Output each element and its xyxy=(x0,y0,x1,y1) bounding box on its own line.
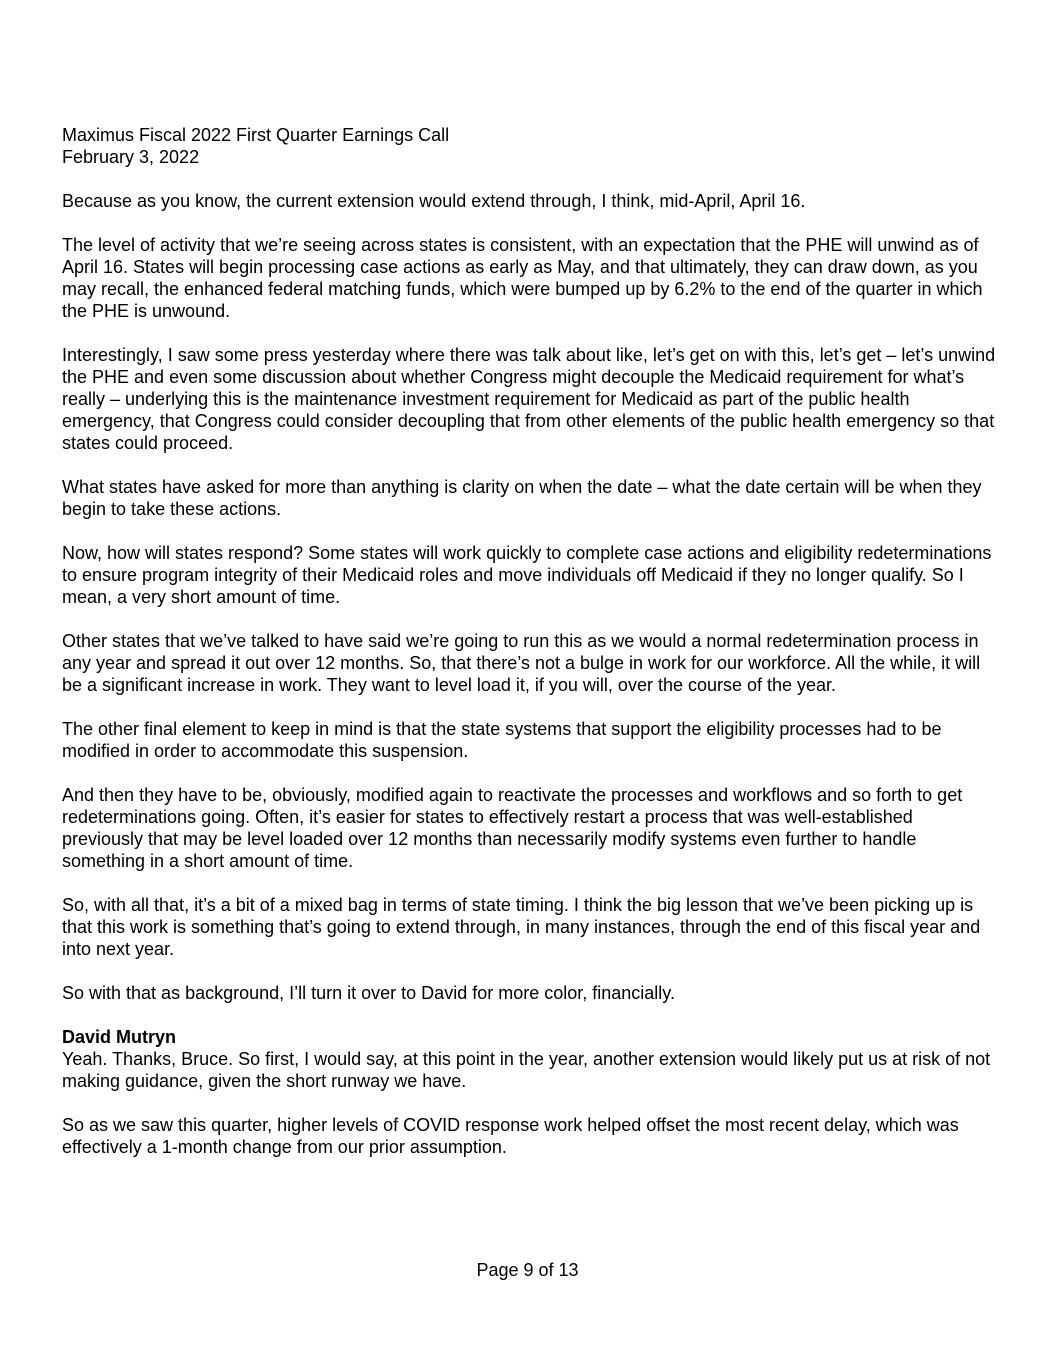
paragraph: So with that as background, I’ll turn it over to David for more color, financially. xyxy=(62,983,675,1003)
paragraph: Now, how will states respond? Some states will work quickly to complete case actions and eligibility redeterminations to ensure program integrity of their Medicaid roles and move individuals off Medicaid if they no longer qualify. So I mean, a very short amount of time. xyxy=(62,543,992,607)
paragraph: Interestingly, I saw some press yesterday where there was talk about like, let’s get on with this, let’s get – let’s unwind the PHE and even some discussion about whether Congress might decouple the Medicaid requirement for what’s really – underlying this is the maintenance investment requirement for Medicaid as part of the public health emergency, that Congress could consider decoupling that from other elements of the public health emergency so that states could proceed. xyxy=(62,345,996,453)
paragraph: And then they have to be, obviously, modified again to reactivate the processes and workflows and so forth to get redeterminations going. Often, it’s easier for states to effectively restart a process that was well-established previously that may be level loaded over 12 months than necessarily modify systems even further to handle something in a short amount of time. xyxy=(62,785,963,871)
paragraph: So, with all that, it’s a bit of a mixed bag in terms of state timing. I think the big lesson that we’ve been picking up is that this work is something that’s going to extend through, in many instances, through the end of this fiscal year and into next year. xyxy=(62,895,981,959)
paragraph: Other states that we’ve talked to have said we’re going to run this as we would a normal redetermination process in any year and spread it out over 12 months. So, that there’s not a bulge in work for our workforce. All the while, it will be a significant increase in work. They want to level load it, if you will, over the course of the year. xyxy=(62,631,981,695)
paragraph: Because as you know, the current extension would extend through, I think, mid-April, April 16. xyxy=(62,191,806,211)
document-title: Maximus Fiscal 2022 First Quarter Earnings Call xyxy=(62,125,450,145)
paragraph: What states have asked for more than anything is clarity on when the date – what the date certain will be when they begin to take these actions. xyxy=(62,477,982,519)
document-header xyxy=(62,124,997,168)
paragraph: The level of activity that we’re seeing across states is consistent, with an expectation that the PHE will unwind as of April 16. States will begin processing case actions as early as May, and that ultimately, they can draw down, as you may recall, the enhanced federal matching funds, which were bumped up by 6.2% to the end of the quarter in which the PHE is unwound. xyxy=(62,235,983,321)
speaker-name: David Mutryn xyxy=(62,1027,177,1047)
page-number: Page 9 of 13 xyxy=(476,1260,579,1280)
document-page xyxy=(62,124,997,1180)
speaker-text: Yeah. Thanks, Bruce. So first, I would say, at this point in the year, another extension would likely put us at risk of not making guidance, given the short runway we have. xyxy=(62,1049,991,1091)
document-date: February 3, 2022 xyxy=(62,147,200,167)
paragraph: The other final element to keep in mind is that the state systems that support the eligibility processes had to be modified in order to accommodate this suspension. xyxy=(62,719,942,761)
speaker-paragraph xyxy=(62,1026,997,1092)
paragraph: So as we saw this quarter, higher levels of COVID response work helped offset the most recent delay, which was effectively a 1-month change from our prior assumption. xyxy=(62,1115,959,1157)
